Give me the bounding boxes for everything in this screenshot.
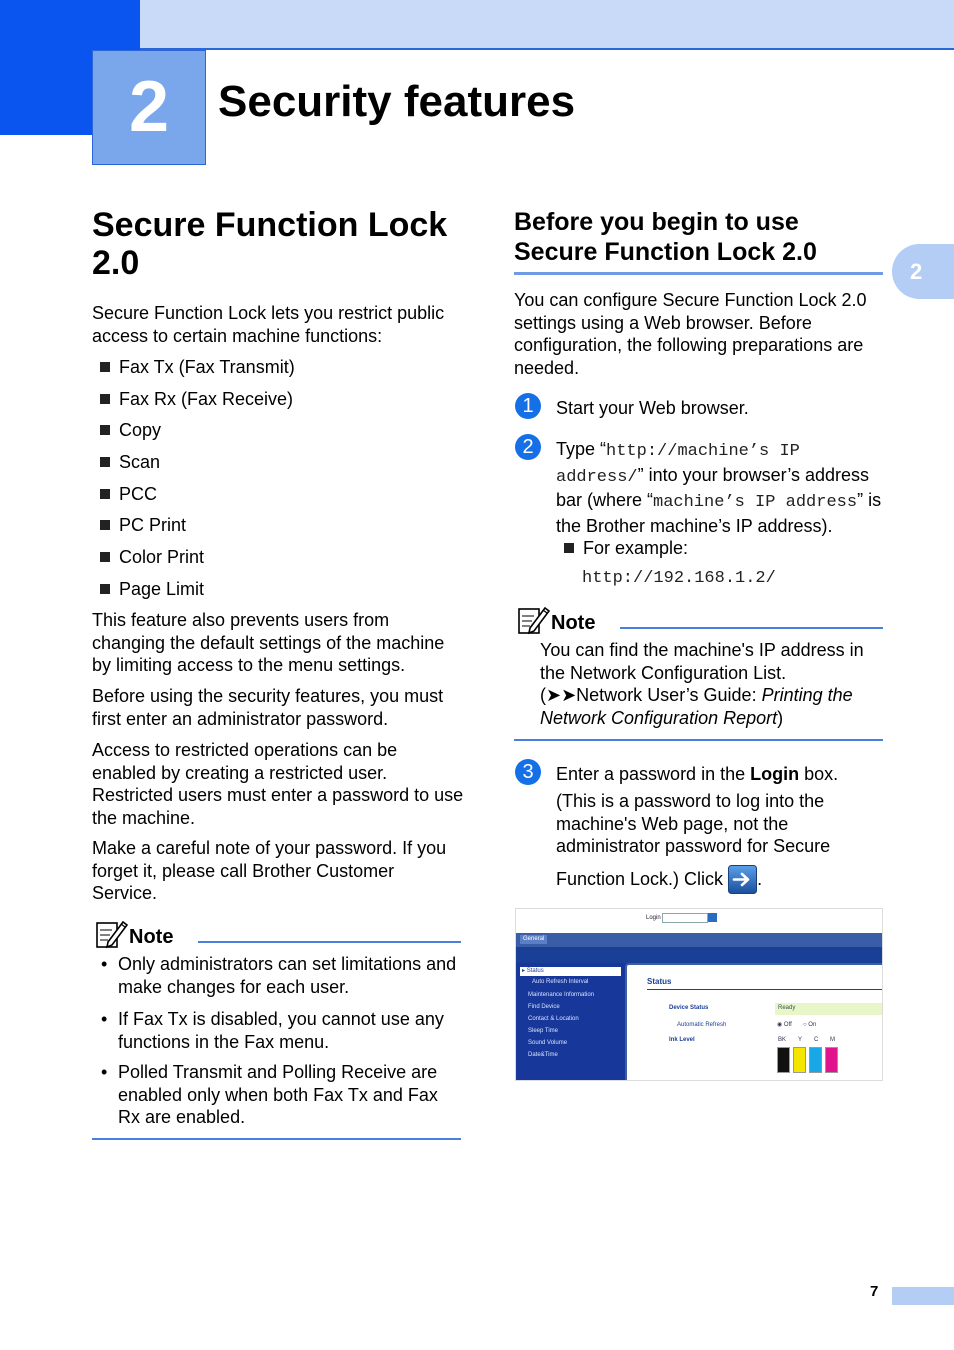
function-item: Scan (100, 451, 160, 473)
note-bottom-rule (92, 1138, 461, 1140)
bullet-dot-icon: • (101, 954, 108, 974)
menu-item[interactable]: Maintenance Information (528, 992, 595, 998)
radio-on[interactable]: ○ On (803, 1022, 817, 1028)
menu-item-status[interactable]: ▸ Status (520, 967, 621, 976)
panel-rule (647, 989, 883, 990)
bullet-square-icon (100, 362, 110, 372)
page-tab (892, 1287, 954, 1305)
bullet-square-icon (100, 394, 110, 404)
function-item: PCC (100, 483, 157, 505)
bullet-square-icon (100, 584, 110, 594)
step-3-click-line: Function Lock.) Click . (556, 865, 762, 900)
page-number: 7 (870, 1283, 879, 1300)
bullet-square-icon (564, 543, 574, 553)
panel-title: Status (647, 977, 672, 986)
function-item: Fax Rx (Fax Receive) (100, 388, 293, 410)
bullet-square-icon (100, 425, 110, 435)
menu-item[interactable]: Date&Time (528, 1052, 558, 1058)
device-status-value: Ready (775, 1003, 883, 1015)
login-input[interactable] (662, 913, 708, 923)
note-rule (198, 941, 461, 943)
step-1-text: Start your Web browser. (556, 398, 749, 418)
header-band (140, 0, 954, 50)
note-rule (620, 627, 883, 629)
side-menu (516, 963, 621, 1081)
subsection-heading: Before you begin to use Secure Function Lock 2.0 (514, 208, 817, 266)
arrow-button-icon (728, 865, 757, 900)
note-item: • Only administrators can set limitations and make changes for each user. (101, 954, 457, 997)
example-url: http://192.168.1.2/ (582, 569, 776, 588)
note-label: Note (129, 926, 174, 948)
function-item: Page Limit (100, 578, 204, 600)
content-frame (621, 963, 883, 1081)
paragraph: Access to restricted operations can be enabled by creating a restricted user. Restricted users must enter a password to use the machine. (92, 740, 464, 828)
ink-level-label: Ink Level (669, 1037, 695, 1043)
login-label: Login (646, 915, 661, 921)
paragraph: This feature also prevents users from changing the default settings of the machine by limiting access to the menu settings. (92, 610, 445, 676)
paragraph: Before using the security features, you must first enter an administrator password. (92, 686, 444, 729)
section-heading: Secure Function Lock 2.0 (92, 206, 448, 282)
function-item: Fax Tx (Fax Transmit) (100, 356, 295, 378)
chapter-number: 2 (92, 50, 206, 165)
bullet-square-icon (100, 552, 110, 562)
auto-refresh-label: Automatic Refresh (677, 1022, 727, 1028)
menu-item[interactable]: Sound Volume (528, 1040, 568, 1046)
bullet-square-icon (100, 457, 110, 467)
ink-label-y: Y (798, 1037, 803, 1043)
tab-strip (516, 947, 883, 963)
function-item: Color Print (100, 546, 204, 568)
ink-label-bk: BK (778, 1037, 787, 1043)
ink-label-c: C (814, 1037, 819, 1043)
note-pencil-icon (516, 604, 550, 636)
step-1-icon: 1 (515, 393, 541, 419)
ink-bar-c (809, 1047, 822, 1073)
status-panel (625, 963, 883, 1081)
bullet-square-icon (100, 489, 110, 499)
note-item: • Polled Transmit and Polling Receive are enabled only when both Fax Tx and Fax Rx are enabled. (101, 1062, 438, 1128)
step-2-icon: 2 (515, 434, 541, 460)
note-item: • If Fax Tx is disabled, you cannot use any functions in the Fax menu. (101, 1009, 444, 1052)
menu-item[interactable]: Find Device (528, 1004, 560, 1010)
step-3-icon: 3 (515, 759, 541, 785)
menu-item[interactable]: Sleep Time (528, 1028, 559, 1034)
menu-item[interactable]: Auto Refresh Interval (532, 979, 589, 985)
step-2-text: Type “http://machine’s IP address/” into your browser’s address bar (where “machine’s IP address” is the Brother machine’s IP address). (556, 439, 882, 536)
tab-general[interactable]: General (520, 935, 547, 944)
step-3-note: (This is a password to log into the machine's Web page, not the administrator password for Secure (556, 791, 831, 857)
paragraph: Make a careful note of your password. If you forget it, please call Brother Customer Service. (92, 838, 447, 904)
chapter-side-tab: 2 (892, 244, 954, 299)
ip-address-term: machine’s IP address (653, 493, 858, 513)
note-pencil-icon (94, 918, 128, 950)
ink-bar-bk (777, 1047, 790, 1073)
intro-paragraph: You can configure Secure Function Lock 2.0 settings using a Web browser. Before configuration, the following preparations are needed. (514, 290, 867, 378)
device-status-label: Device Status (669, 1005, 709, 1011)
note-bottom-rule (514, 739, 883, 741)
example-item: For example: (564, 537, 688, 559)
note-label: Note (551, 612, 596, 634)
heading-rule (514, 272, 883, 275)
bullet-dot-icon: • (101, 1062, 108, 1082)
function-item: Copy (100, 419, 161, 441)
tab-bar (516, 933, 883, 947)
intro-paragraph: Secure Function Lock lets you restrict public access to certain machine functions: (92, 303, 445, 346)
url-template: http://machine’s IP address/ (556, 442, 800, 487)
radio-off[interactable]: ◉ Off (777, 1022, 792, 1028)
chapter-title: Security features (218, 77, 576, 126)
login-arrow-icon[interactable] (708, 913, 717, 922)
ink-bar-y (793, 1047, 806, 1073)
menu-item[interactable]: Contact & Location (528, 1016, 579, 1022)
step-3-text: Enter a password in the Login box. (556, 764, 839, 784)
ink-bar-m (825, 1047, 838, 1073)
screenshot-topbar (516, 909, 883, 933)
bullet-dot-icon: • (101, 1009, 108, 1029)
ink-label-m: M (830, 1037, 835, 1043)
note-text: You can find the machine's IP address in the Network Configuration List. (➤➤Network User’s Guide: Printing the Network Configuration Report) (540, 640, 864, 728)
function-item: PC Print (100, 514, 186, 536)
bullet-square-icon (100, 520, 110, 530)
web-ui-screenshot (515, 908, 883, 1081)
